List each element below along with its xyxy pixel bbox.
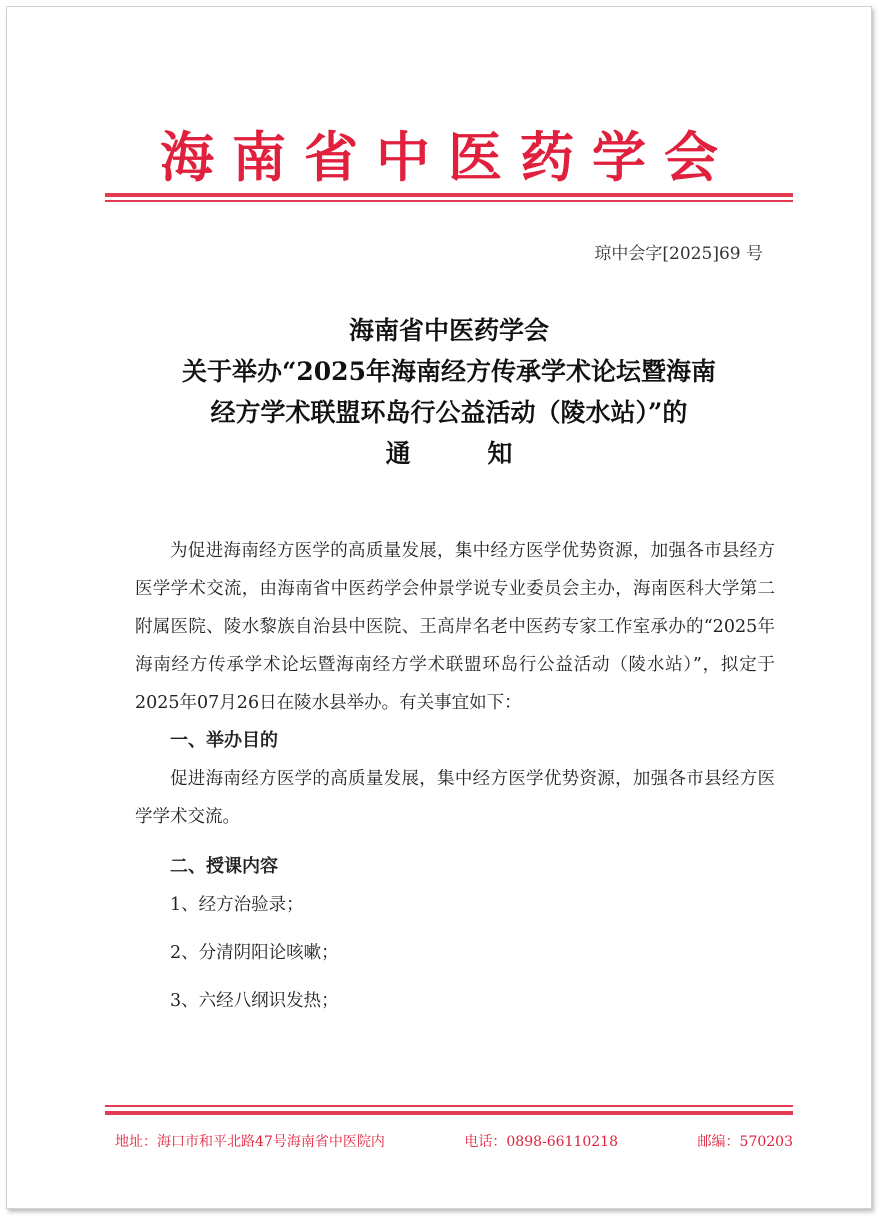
letterhead-footer — [115, 1131, 793, 1151]
content-item: 2、分清阴阳论咳嗽； — [170, 943, 339, 963]
title-line-3: 经方学术联盟环岛行公益活动（陵水站）”的 — [210, 398, 688, 427]
footer-phone: 电话：0898-66110218 — [464, 1134, 618, 1150]
org-masthead: 海南省中医药学会 — [160, 125, 736, 189]
footer-address: 地址：海口市和平北路47号海南省中医院内 — [115, 1134, 385, 1150]
document-page — [6, 6, 872, 1209]
intro-paragraph: 为促进海南经方医学的高质量发展，集中经方医学优势资源，加强各市县经方医学学术交流，由海南省中医药学会仲景学说专业委员会主办，海南医科大学第二附属医院、陵水黎族自治县中医院、王高岸名老中医药专家工作室承办的“2025年海南经方传承学术论坛暨海南经方学术联盟环岛行公益活动（陵水站）”，拟定于2025年07月26日在陵水县举办。有关事宜如下： — [135, 541, 775, 713]
purpose-paragraph: 促进海南经方医学的高质量发展，集中经方医学优势资源，加强各市县经方医学学术交流。 — [135, 769, 775, 827]
notice-title — [105, 310, 793, 474]
title-line-4: 通 知 — [385, 439, 547, 468]
masthead-rule-thin — [105, 200, 793, 202]
notice-body — [135, 532, 775, 1020]
section-heading-purpose: 一、举办目的 — [170, 730, 278, 751]
footer-rule-thin — [105, 1105, 793, 1107]
content-item: 3、六经八纲识发热； — [170, 991, 339, 1011]
footer-rule-thick — [105, 1111, 793, 1115]
title-line-2: 关于举办“2025年海南经方传承学术论坛暨海南 — [182, 357, 716, 386]
content-item: 1、经方治验录； — [170, 895, 304, 915]
title-line-1: 海南省中医药学会 — [348, 316, 549, 345]
section-heading-content: 二、授课内容 — [170, 856, 278, 877]
footer-postcode: 邮编：570203 — [697, 1134, 793, 1150]
document-number: 琼中会字[2025]69 号 — [594, 244, 763, 264]
masthead-rule-thick — [105, 193, 793, 197]
